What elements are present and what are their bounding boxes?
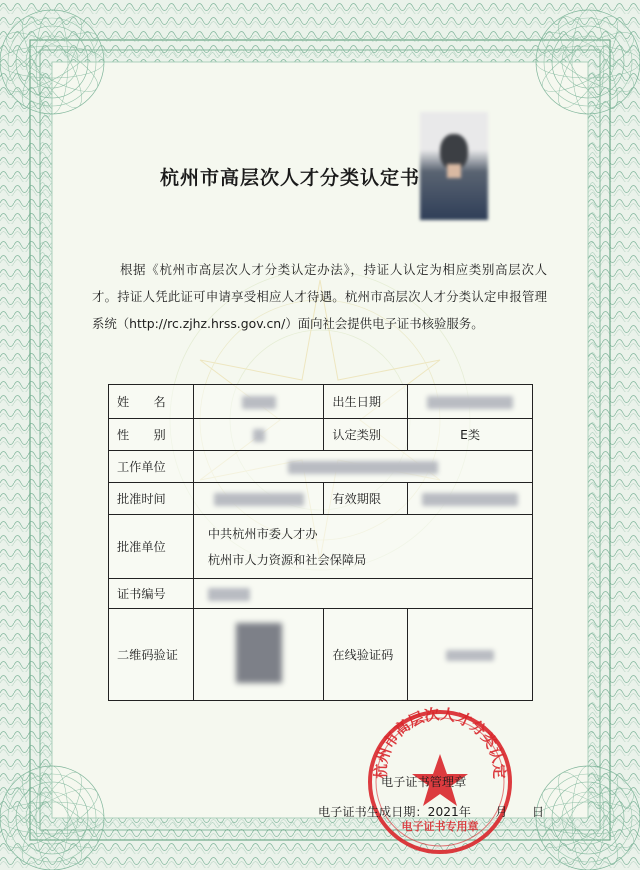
online-code-label: 在线验证码 xyxy=(324,609,408,701)
qr-code-redacted xyxy=(193,609,324,701)
svg-text:电子证书专用章: 电子证书专用章 xyxy=(401,820,479,833)
table-row xyxy=(109,419,533,451)
approve-unit-line2: 杭州市人力资源和社会保障局 xyxy=(207,552,367,567)
qr-label: 二维码验证 xyxy=(109,609,194,701)
certificate-intro: 根据《杭州市高层次人才分类认定办法》，持证人认定为相应类别高层次人才。持证人凭此证可申请享受相应人才待遇。杭州市高层次人才分类认定申报管理系统（http://rc.zjhz.hrss.gov.cn/）面向社会提供电子证书核验服务。 xyxy=(92,262,547,331)
approve-unit-line1: 中共杭州市委人才办 xyxy=(207,526,318,541)
table-row xyxy=(109,609,533,701)
certificate-title: 杭州市高层次人才分类认定书 xyxy=(160,167,421,189)
birth-date-label: 出生日期 xyxy=(324,385,408,419)
table-row xyxy=(109,483,533,515)
name-label: 姓 名 xyxy=(109,385,194,419)
workplace-value-redacted xyxy=(193,451,532,483)
category-value: E类 xyxy=(408,419,533,451)
holder-photo-redacted xyxy=(420,112,488,220)
validity-label: 有效期限 xyxy=(324,483,408,515)
info-table xyxy=(108,384,533,701)
workplace-label: 工作单位 xyxy=(109,451,194,483)
gender-label: 性 别 xyxy=(109,419,194,451)
svg-text:杭州市高层次人才分类认定: 杭州市高层次人才分类认定 xyxy=(371,706,509,780)
approve-unit-label: 批准单位 xyxy=(109,515,194,579)
online-code-value-redacted xyxy=(408,609,533,701)
approve-unit-value xyxy=(193,515,532,579)
cert-no-label: 证书编号 xyxy=(109,579,194,609)
generation-date: 电子证书生成日期：2021年 月 日 xyxy=(318,805,545,819)
approve-time-value-redacted xyxy=(193,483,324,515)
gender-value-redacted xyxy=(193,419,324,451)
table-row xyxy=(109,385,533,419)
seal-caption: 电子证书管理章 xyxy=(381,775,467,789)
table-row xyxy=(109,579,533,609)
birth-date-value-redacted xyxy=(408,385,533,419)
category-label: 认定类别 xyxy=(324,419,408,451)
validity-value-redacted xyxy=(408,483,533,515)
cert-no-value-redacted xyxy=(193,579,532,609)
table-row xyxy=(109,515,533,579)
name-value-redacted xyxy=(193,385,324,419)
table-row xyxy=(109,451,533,483)
approve-time-label: 批准时间 xyxy=(109,483,194,515)
